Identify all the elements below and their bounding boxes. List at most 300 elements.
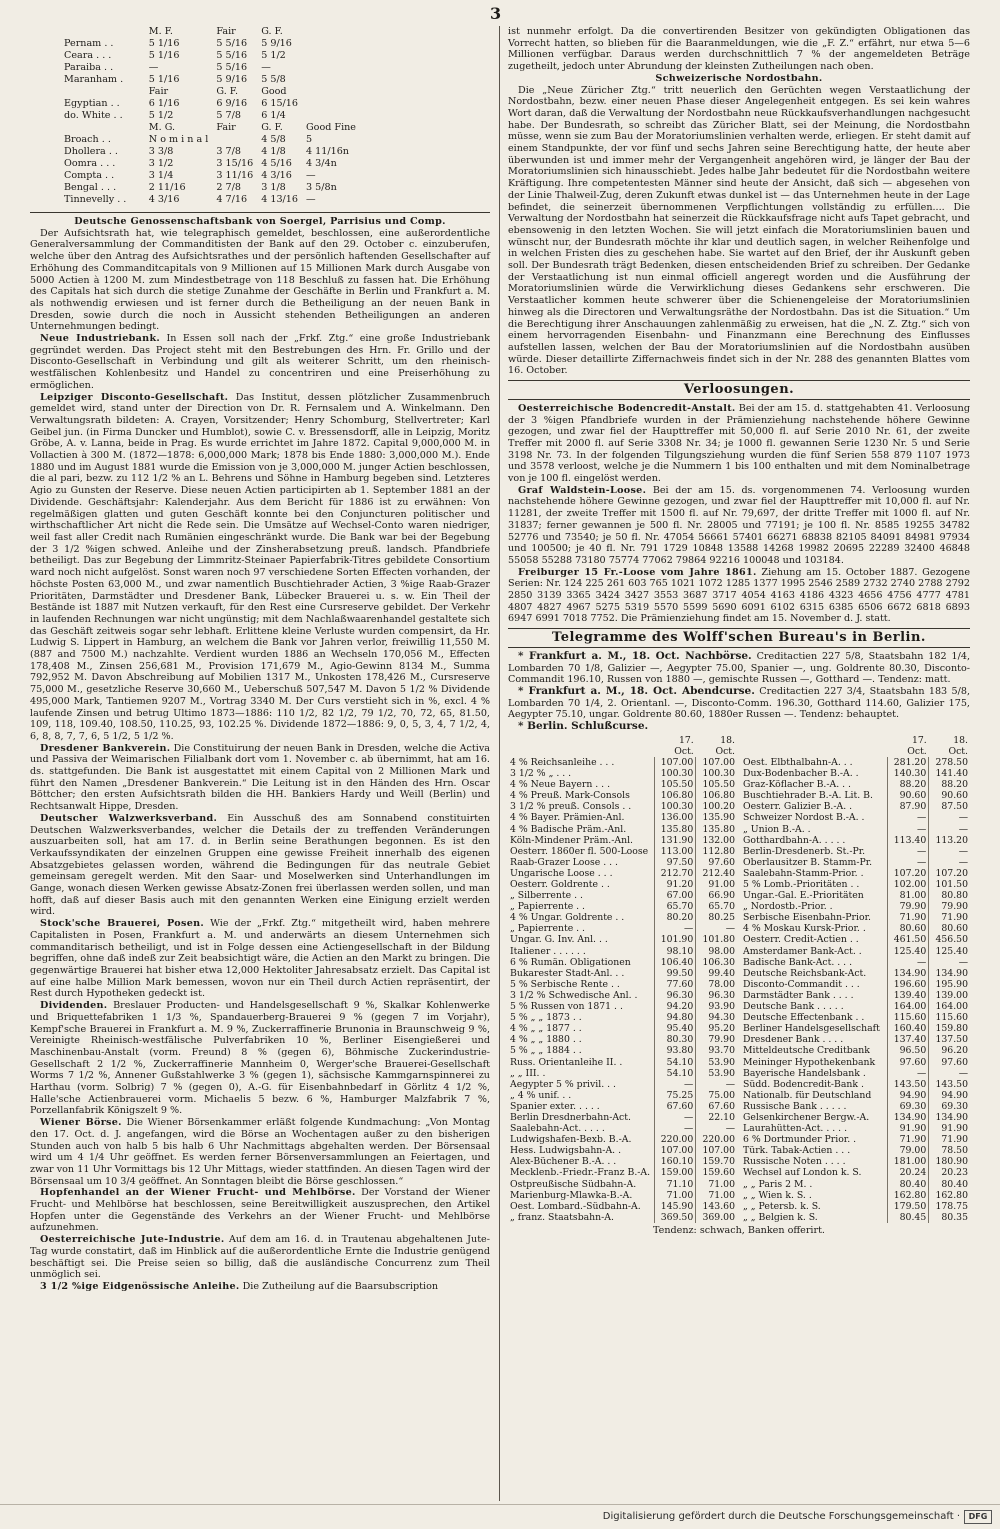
quote-value: 71.90: [888, 912, 929, 923]
cotton-cell: [302, 50, 360, 62]
article-text-leipziger: Das Institut, dessen plötzlicher Zusammenbruch gemeldet wird, stand unter der Direction von Dr. R. Fernsalem und A. Winkelmann. Den Verwaltungsrath bildeten: A. Crayen, Vorsitzender; Henry Schomburg, Stellvertreter; Karl Geibel jun. (in Firma Duncker und Humblot), sowie C. v. Bressensdorff, alle in Leipzig, Moritz Gröbe, A. v. Lanna, beide in Prag. Es wurde errichtet im Jahre 1872. Capital 9,000,000 M. in Vollactien à 300 M. (1872—1878: 6,000,000 Mark; 1878 bis Ende 1880: 3,000,000 M.). Ende 1880 und im August 1881 wurde die Emission von je 3,000,000 M. junger Actien beschlossen, die al pari, bezw. zu 112 1/2 % an L. Behrens und Söhne in Hamburg begeben sind. Letzteres Agio zu Gunsten der Reserve. Diese neuen Actien participirten ab 1. September 1881 an der Dividende. Geschäftsjahr: Kalenderjahr. Aus dem Bericht für 1886 ist zu erwähnen: Von regelmäßigen glatten und guten Geschäft konnte bei den Conjuncturen politischer und wirthschaftlicher Art nicht die Rede sein. Die Umsätze auf Wechsel-Conto waren niedriger, weil fast aller Credit nach Rumänien eingeschränkt wurde. Die Bank war bei der Begebung der 3 1/2 %igen schwed. Anleihe und der Zinsherabsetzung preuß. landsch. Pfandbriefe betheiligt. Das zur Begebung der Limmritz-Steinaer Papierfabrik-Titres gebildete Consortium ward noch nicht aufgelöst. Sonst waren noch 97 verschiedene Sorten Effecten vorhanden, der höchste Posten 63,000 M., und zwar namentlich Buschtiehrader Actien, 3 %ige Raab-Grazer Prioritäten, Darmstädter und Dresdener Bank, Lübecker Brauerei u. s. w. Ein Theil der Bestände ist 1887 mit Nutzen verkauft, für den Rest eine Cursreserve gebildet. Der Verkehr in laufenden Rechnungen war nicht ungünstig; mit dem Nachlaßwaarenhandel gestaltete sich das Geschäft zeitweis sogar sehr lebhaft. Erlittene kleine Verluste wurden compensirt, da Hr. Ludwig S. Lippert in Hamburg, an welchem die Bank vor Jahren verlor, freiwillig 11,550 M. (887 and 7500 M.) nachzahlte. Verdient wurden 1886 an Wechseln 170,056 M., Effecten 178,408 M., Zinsen 256,681 M., Provision 171,679 M., Agio-Gewinn 8134 M., Summa 792,952 M. Davon Abschreibung auf Mobilien 1317 M., Unkosten 178,426 M., Cursreserve 75,000 M., gesetzliche Reserve 30,660 M., Ueberschuß 507,547 M. Davon 5 1/2 % Dividende 495,000 Mark, Tantiemen 9207 M., Vortrag 3340 M. Der Curs verstieht sich in %, excl. 4 % laufende Zinsen und betrug Ultimo 1873—1886: 110 1/2, 82 1/2, 79 1/2, 70, 72, 65, 81.50, 109, 118, 109.40, 108.50, 110.25, 93, 102.25 %. Dividende 1872—1886: 9, 0, 5, 3, 4, 7 1/2, 4, 6, 8, 8, 7, 7, 6, 5 1/2, 5 1/2 %.: [30, 391, 490, 742]
quote-name: Berlin Dresdnerbahn-Act.: [510, 1111, 631, 1123]
cotton-cell: Egyptian . .: [64, 98, 120, 110]
quote-value: 71.00: [655, 1190, 696, 1201]
cotton-cell: Good: [261, 86, 287, 98]
quote-value: 162.80: [929, 1190, 970, 1201]
cotton-row: [60, 134, 360, 146]
quote-value: 91.00: [696, 879, 737, 890]
quote-value: 105.50: [696, 779, 737, 790]
quotes-row: [508, 790, 737, 801]
cotton-cell: [60, 122, 145, 134]
quote-value: 113.40: [888, 835, 929, 846]
quotes-row: [508, 1001, 737, 1012]
quote-value: 66.90: [696, 890, 737, 901]
quote-value: 160.40: [888, 1023, 929, 1034]
article-hopfen: [30, 1187, 490, 1234]
quote-value: 79.90: [929, 901, 970, 912]
quote-value: 135.80: [696, 824, 737, 835]
quotes-row: [741, 779, 970, 790]
quote-value: 134.90: [888, 968, 929, 979]
cotton-cell: 3 15/16: [216, 158, 254, 170]
cotton-cell: 4 11/16n: [306, 146, 349, 158]
quote-value: 93.70: [696, 1045, 737, 1056]
quotes-row: [508, 1090, 737, 1101]
quotes-row: [741, 1057, 970, 1068]
quotes-row: [741, 1045, 970, 1056]
quote-value: 80.40: [929, 1179, 970, 1190]
quote-value: 135.80: [655, 824, 696, 835]
article-waldstein: [508, 485, 970, 567]
quotes-row: [508, 1179, 737, 1190]
quote-value: 115.60: [888, 1012, 929, 1023]
quote-value: 461.50: [888, 934, 929, 945]
quote-value: 101.90: [655, 934, 696, 945]
cotton-row: [60, 86, 360, 98]
quote-name: 4 % Preuß. Mark-Consols: [510, 790, 630, 802]
cotton-cell: 5 9/16: [216, 74, 248, 86]
quote-name: Ungar. G. Inv. Anl. . .: [510, 934, 608, 946]
quote-name: Ungar.-Gal. E.-Prioritäten: [743, 890, 864, 902]
quote-value: 93.80: [655, 1045, 696, 1056]
quotes-row: [741, 934, 970, 945]
quotes-header-row: [741, 735, 970, 757]
quotes-row: [508, 1068, 737, 1079]
quote-value: 112.80: [696, 846, 737, 857]
quote-value: 65.70: [696, 901, 737, 912]
article-freiburger: [508, 567, 970, 626]
quote-value: 100.30: [655, 768, 696, 779]
article-title-stock: Stock'sche Brauerei, Posen.: [40, 918, 205, 930]
cotton-cell: 4 7/16: [216, 194, 248, 206]
article-title-genossenschaftsbank: Deutsche Genossenschaftsbank von Soergel, Parrisius und Comp.: [74, 216, 446, 227]
quote-name: Bayerische Handelsbank .: [743, 1067, 866, 1079]
cotton-cell: 4 3/16: [148, 194, 180, 206]
cotton-cell: Bengal . . .: [64, 182, 117, 194]
quote-value: —: [888, 812, 929, 823]
quote-value: 53.90: [696, 1057, 737, 1068]
cotton-cell: —: [148, 62, 159, 74]
quote-name: Dresdener Bank . . . .: [743, 1034, 844, 1046]
article-text-dresdner: Die Constituirung der neuen Bank in Dresden, welche die Activa und Passiva der Weimarischen Filialbank dort vom 1. November c. ab übernimmt, hat am 16. ds. stattgefunden. Die Bank ist ausgestattet mit einem Capital von 2 Millionen Mark und führt den Namen „Dresdener Bankverein.“ Die Leitung ist in den Händen des Hrn. Oscar Böttcher; den ersten Aufsichtsrath bilden die HH. Bankiers Hardy und Weill (Berlin) und Rechtsanwalt Hippe, Dresden.: [30, 742, 490, 813]
quote-value: 143.60: [696, 1201, 737, 1212]
quote-name: 5 % Serbische Rente . .: [510, 978, 620, 990]
quotes-row: [508, 1079, 737, 1090]
quote-name: Disconto-Commandit . . .: [743, 978, 860, 990]
quote-name: Russische Noten . . . .: [743, 1156, 846, 1168]
quote-value: 136.00: [655, 812, 696, 823]
article-text-waldstein: Bei der am 15. ds. vorgenommenen 74. Verloosung wurden nachstehende höhere Gewinne gezogen, und zwar fiel der Haupttreffer mit 10,000 fl. auf Nr. 11281, der zweite Treffer mit 1500 fl. auf Nr. 79,697, der dritte Treffer mit 1000 fl. auf Nr. 31837; ferner gewannen je 500 fl. Nr. 28005 und 77191; je 100 fl. Nr. 8585 19255 34782 52776 und 73540; je 50 fl. Nr. 47054 56661 57401 66271 68838 82105 84091 84981 97934 und 100500; je 40 fl. Nr. 791 1729 10848 13588 14268 19982 20695 22289 32400 46848 55058 55288 73180 75774 77062 79864 92216 100048 und 103184.: [508, 484, 970, 566]
quote-value: 54.10: [655, 1057, 696, 1068]
telegram-lead-frankfurt-nachboerse: * Frankfurt a. M., 18. Oct. Nachbörse.: [518, 649, 752, 662]
cotton-cell: —: [261, 62, 271, 74]
article-dresdner: [30, 743, 490, 813]
quotes-row: [508, 1112, 737, 1123]
quote-name: 4 % „ „ 1877 . .: [510, 1023, 582, 1035]
cotton-cell: M. F.: [148, 26, 173, 38]
quotes-row: [741, 812, 970, 823]
cotton-cell: 6 9/16: [216, 98, 248, 110]
quotes-row: [508, 890, 737, 901]
quotes-row: [508, 1045, 737, 1056]
quote-value: —: [696, 1079, 737, 1090]
quotes-row: [508, 1212, 737, 1223]
quote-value: 134.90: [929, 1112, 970, 1123]
quote-value: 140.30: [888, 768, 929, 779]
quote-value: 80.40: [888, 1179, 929, 1190]
quote-name: Spanier exter. . . . .: [510, 1100, 600, 1112]
quote-value: 80.30: [655, 1034, 696, 1045]
quote-value: 160.10: [655, 1156, 696, 1167]
quote-value: 53.90: [696, 1068, 737, 1079]
quotes-row: [741, 968, 970, 979]
quote-value: 178.75: [929, 1201, 970, 1212]
quote-value: 71.10: [655, 1179, 696, 1190]
quote-name: Saalebahn-Stamm-Prior. .: [743, 867, 864, 879]
quote-value: 162.80: [888, 1190, 929, 1201]
quote-value: —: [888, 857, 929, 868]
cotton-cell: Pernam . .: [64, 38, 114, 50]
quote-value: 107.00: [655, 1145, 696, 1156]
quote-value: 159.70: [696, 1156, 737, 1167]
quotes-row: [741, 1079, 970, 1090]
quote-value: 212.70: [655, 868, 696, 879]
quotes-row: [741, 901, 970, 912]
quote-value: 80.45: [888, 1212, 929, 1223]
quote-value: 90.60: [888, 790, 929, 801]
quotes-row: [508, 979, 737, 990]
cotton-cell: 5: [306, 134, 313, 146]
quote-value: 94.20: [655, 1001, 696, 1012]
quote-value: 97.60: [696, 857, 737, 868]
article-text-hopfen: Der Vorstand der Wiener Frucht- und Mehlbörse hat beschlossen, seine Bereitwilligkeit auszusprechen, den Artikel Hopfen unter die Gegenstände des Verkehrs an der Wiener Frucht- und Mehlbörse aufzunehmen.: [30, 1187, 490, 1234]
quotes-row: [741, 868, 970, 879]
quotes-row: [741, 1156, 970, 1167]
cotton-row: [60, 62, 360, 74]
quotes-row: [508, 1167, 737, 1178]
cotton-cell: 3 7/8: [216, 146, 241, 158]
quote-name: „ Silberrente . .: [510, 890, 583, 902]
quote-value: 80.60: [929, 923, 970, 934]
quote-name: Serbische Eisenbahn-Prior.: [743, 912, 871, 924]
quote-value: 139.40: [888, 990, 929, 1001]
quote-name: Oesterr. 1860er fl. 500-Loose: [510, 845, 649, 857]
quote-value: 67.60: [696, 1101, 737, 1112]
quote-name: Badische Bank-Act. . . .: [743, 956, 853, 968]
quotes-header-cell: 17. Oct.: [674, 734, 694, 757]
quote-name: Südd. Bodencredit-Bank .: [743, 1078, 864, 1090]
quotes-row: [741, 1023, 970, 1034]
quotes-row: [508, 824, 737, 835]
quote-name: Raab-Grazer Loose . . .: [510, 856, 618, 868]
quote-name: „ „ Petersb. k. S.: [743, 1200, 821, 1212]
quote-value: 159.60: [696, 1167, 737, 1178]
cotton-cell: Fair: [148, 86, 169, 98]
cotton-row: [60, 122, 360, 134]
quote-value: 87.50: [929, 801, 970, 812]
quotes-row: [508, 1190, 737, 1201]
cotton-cell: 5 5/16: [216, 38, 248, 50]
quotes-row: [508, 1145, 737, 1156]
article-title-eidgenossische: 3 1/2 %ige Eidgenössische Anleihe.: [40, 1280, 240, 1292]
cotton-cell: 6 15/16: [261, 98, 298, 110]
quote-value: 98.00: [696, 946, 737, 957]
quote-value: —: [929, 812, 970, 823]
quotes-row: [508, 968, 737, 979]
cotton-cell: 4 5/16: [261, 158, 292, 170]
quotes-row: [741, 990, 970, 1001]
article-text-freiburger: Ziehung am 15. October 1887. Gezogene Serien: Nr. 124 225 261 603 765 1021 1072 1285 1377 1995 2546 2589 2732 2740 2788 2792 2850 3139 3365 3424 3427 3553 3687 3717 4054 4163 4186 4323 4656 4756 4777 4781 4807 4827 4967 5275 5319 5570 5599 5690 6091 6102 6315 6385 6506 6672 6818 6893 6947 6991 7018 7752. Die Prämienziehung findet am 15. November d. J. statt.: [508, 566, 971, 625]
quotes-row: [741, 1123, 970, 1134]
cotton-cell: Dhollera . .: [64, 146, 118, 158]
article-title-bodencredit: Oesterreichische Bodencredit-Anstalt.: [518, 402, 736, 414]
quote-value: 69.30: [888, 1101, 929, 1112]
quotes-row: [741, 1068, 970, 1079]
quote-name: 3 1/2 % „ . . .: [510, 768, 572, 780]
cotton-cell: 5 1/2: [148, 110, 174, 122]
quotes-row: [508, 801, 737, 812]
quote-value: 97.50: [655, 857, 696, 868]
quote-value: —: [655, 1079, 696, 1090]
quote-value: 78.00: [696, 979, 737, 990]
quote-value: —: [655, 923, 696, 934]
quote-value: 22.10: [696, 1112, 737, 1123]
cotton-cell: G. F.: [261, 122, 283, 134]
quotes-row: [741, 1179, 970, 1190]
quote-name: Oberlausitzer B. Stamm-Pr.: [743, 856, 873, 868]
quote-name: 4 % Bayer. Prämien-Anl.: [510, 812, 625, 824]
quote-name: 4 % Reichsanleihe . . .: [510, 756, 615, 768]
quotes-row: [741, 857, 970, 868]
quote-value: 91.90: [929, 1123, 970, 1134]
divider: [30, 212, 490, 213]
quotes-header-cell: 18. Oct.: [715, 734, 735, 757]
quote-value: 134.90: [888, 1112, 929, 1123]
cotton-cell: 2 11/16: [148, 182, 186, 194]
article-wiener: [30, 1117, 490, 1187]
quote-value: —: [655, 1123, 696, 1134]
quote-value: 164.00: [888, 1001, 929, 1012]
quotes-row: [508, 857, 737, 868]
quote-value: 96.50: [888, 1045, 929, 1056]
article-title-dividenden: Dividenden.: [40, 1000, 108, 1012]
quote-value: 80.60: [888, 923, 929, 934]
quotes-row: [741, 768, 970, 779]
quote-name: Oest. Lombard.-Südbahn-A.: [510, 1200, 641, 1212]
cotton-cell: 4 3/16: [261, 170, 292, 182]
cotton-cell: Maranham .: [64, 74, 124, 86]
quotes-row: [508, 1057, 737, 1068]
section-title-telegramme: Telegramme des Wolff'schen Bureau's in Berlin.: [508, 628, 970, 648]
article-eidgenossische: [30, 1281, 490, 1293]
quote-value: 102.00: [888, 879, 929, 890]
quote-value: 107.00: [655, 757, 696, 768]
dfg-logo-icon: DFG: [964, 1510, 992, 1524]
cotton-cell: 5 1/2: [261, 50, 286, 62]
section-title-verloosungen: Verloosungen.: [508, 380, 970, 400]
quote-value: 107.00: [696, 757, 737, 768]
quote-name: Berliner Handelsgesellschaft: [743, 1023, 880, 1035]
quote-value: 94.80: [655, 1012, 696, 1023]
quotes-row: [508, 957, 737, 968]
article-text-nordostbahn: Die „Neue Züricher Ztg.“ tritt neuerlich den Gerüchten wegen Verstaatlichung der Nordostbahn, bezw. einer neuen Phase dieser Angelegenheit entgegen. Es sei kein wahres Wort daran, daß die Verwaltung der Nordostbahn neue Rückkaufsverhandlungen nachgesucht habe. Der Bundesrath, so schreibt das Züricher Blatt, sei der Meinung, die Nordostbahn müsse, wenn sie zum Bau der Moratoriumslinien verhalten werde, erliegen. Er steht damit auf einem Standpunkte, der vor fünf und sechs Jahren seine Berechtigung hatte, der heute aber überwunden ist und immer mehr der Vergangenheit angehören wird, je länger der Bau der Moratoriumslinien sich hinausschiebt. Jedes halbe Jahr bedeutet für die Nordostbahn weitere Kräftigung. Ihre competentesten Männer sind heute der Ansicht, daß sich — abgesehen von der Linie Thalweil-Zug, deren Zukunft etwas dunkel ist — das Unternehmen heute in der Lage befindet, die seinerzeit übernommenen Verpflichtungen vollständig zu erfüllen.... Die Verwaltung der Nordostbahn hat seinerzeit die Rückkaufsfrage nicht aufs Tapet gebracht, und ebensowenig in den letzten Wochen. Sie will jetzt einfach die Moratoriumslinien bauen und wünscht nur, der Bundesrath möchte ihr klar und deutlich sagen, in welcher Reihenfolge und in welchen Fristen dies zu geschehen habe. Sie wartet auf den Brief, der ihr Auskunft geben soll. Der Bundesrath trägt Bedenken, diesen entscheidenden Brief zu schreiben. Der Gedanke der Verstaatlichung ist nun einmal officiell angeregt worden und die Ausführung der Moratoriumslinien würde die Verwirklichung dieses Gedankens sehr erschweren. Die Verstaatlicher kommen heute schwerer über die Schienengeleise der Moratoriumslinien hinweg als die Directoren und Verwaltungsräthe der Nordostbahn. Das ist die Situation.“ Um die Berechtigung ihrer Anschauungen zahlenmäßig zu erweisen, hat die „N. Z. Ztg.“ sich von einem hervorragenden Eisenbahn- und Finanzmann eine Berechnung des Einflusses aufstellen lassen, welchen der Bau der Moratoriumslinien auf die Nordostbahn ausüben würde. Dieser detaillirte Ziffernachweis findet sich in der Nr. 288 des genannten Blattes vom 16. October.: [508, 84, 970, 377]
quote-value: 81.00: [888, 890, 929, 901]
quote-value: 91.20: [655, 879, 696, 890]
quotes-row: [508, 1123, 737, 1134]
cotton-cell: —: [306, 194, 316, 206]
quotes-header-cell: [508, 735, 655, 757]
cotton-row: [60, 110, 360, 122]
quotes-row: [741, 1112, 970, 1123]
cotton-cell: Tinnevelly . .: [64, 194, 127, 206]
cotton-cell: 3 1/2: [148, 158, 174, 170]
article-title-wiener: Wiener Börse.: [40, 1117, 122, 1129]
cotton-cell: do. White . .: [64, 110, 123, 122]
quote-value: 93.90: [696, 1001, 737, 1012]
quote-name: 3 1/2 % Schwedische Anl. .: [510, 989, 638, 1001]
quotes-row: [741, 946, 970, 957]
article-industriebank: [30, 333, 490, 392]
quote-value: 180.90: [929, 1156, 970, 1167]
quote-name: 4 % Badische Präm.-Anl.: [510, 823, 627, 835]
quotes-row: [508, 1156, 737, 1167]
cotton-row: [60, 38, 360, 50]
quote-value: 278.50: [929, 757, 970, 768]
quotes-row: [508, 768, 737, 779]
quote-value: —: [696, 1123, 737, 1134]
cotton-cell: 3 1/4: [148, 170, 174, 182]
quote-value: 98.10: [655, 946, 696, 957]
quotes-row: [508, 868, 737, 879]
article-text-eidgenossische: Die Zutheilung auf die Baarsubscription: [242, 1280, 439, 1292]
quote-value: —: [888, 1068, 929, 1079]
right-column: [508, 26, 970, 1237]
quotes-row: [508, 1034, 737, 1045]
quote-value: 196.60: [888, 979, 929, 990]
cotton-cell: G. F.: [261, 26, 283, 38]
quote-value: 99.50: [655, 968, 696, 979]
cotton-cell: 5 9/16: [261, 38, 292, 50]
quotes-row: [508, 1134, 737, 1145]
article-text-stock: Wie der „Frkf. Ztg.“ mitgetheilt wird, haben mehrere Capitalisten in Posen, Frankfurt a. M. und anderwärts an diesem Unternehmen sich commanditarisch betheiligt, und ist in Folge dessen eine Actiengesellschaft in der Bildung begriffen, ohne daß indeß zur Zeit beabsichtigt wäre, die Actien an den Markt zu bringen. Die gegenwärtige Brauerei hat bisher etwa 12,000 Hektoliter Jahresabsatz erzielt. Das Capital ist auf eine halbe Million Mark bemessen, wovon nur ein Theil durch Actien repräsentirt, der Rest durch Hypotheken gedeckt ist.: [30, 918, 490, 1000]
cotton-cell: [302, 86, 360, 98]
quotes-row: [741, 835, 970, 846]
cotton-cell: 4 3/4n: [306, 158, 337, 170]
cotton-cell: 6 1/4: [261, 110, 286, 122]
footer: [0, 1504, 1000, 1529]
quote-name: „ „ Wien k. S. .: [743, 1189, 812, 1201]
quotes-row: [508, 934, 737, 945]
quote-name: 5 % Russen von 1871 . .: [510, 1001, 623, 1013]
quote-value: 106.40: [655, 957, 696, 968]
article-text-walzwerk: Ein Ausschuß des am Sonnabend constituirten Deutschen Walzwerksverbandes, welcher die Details der zu treffenden Veränderungen auszuarbeiten soll, hat am 17. d. in Berlin seine Berathungen begonnen. Es ist den Verkaufssyndikaten der einzelnen Gruppen eine gewisse Freiheit innerhalb des eigenen Absatzgebietes gelassen worden, während die Bedingungen für das neutrale Gebiet gemeinsam geregelt werden. Mit den Saar- und Moselwerken sind Unterhandlungen im Gange, wonach diesen Werken gewisse Absatz-Zonen frei überlassen werden sollen, und man hofft, daß auf dieser Basis auch mit den genannten Werken eine Einigung erzielt werden wird.: [30, 812, 490, 918]
quote-value: 97.60: [888, 1057, 929, 1068]
quote-value: 20.23: [929, 1167, 970, 1178]
quote-name: 5 % „ „ 1884 . .: [510, 1045, 582, 1057]
quotes-row: [508, 946, 737, 957]
article-title-walzwerk: Deutscher Walzwerksverband.: [40, 812, 218, 824]
quotes-row: [741, 1001, 970, 1012]
quotes-header-cell: 17. Oct.: [907, 734, 927, 757]
cotton-cell: Compta . .: [64, 170, 115, 182]
quotes-row: [508, 990, 737, 1001]
quote-name: „ „ III. .: [510, 1067, 546, 1079]
quotes-row: [741, 957, 970, 968]
quote-value: 141.40: [929, 768, 970, 779]
cotton-cell: 3 5/8n: [306, 182, 337, 194]
quote-value: 106.30: [696, 957, 737, 968]
quote-value: 80.80: [929, 890, 970, 901]
quote-name: „ „ Paris 2 M. .: [743, 1178, 813, 1190]
quote-value: —: [655, 1112, 696, 1123]
article-title-leipziger: Leipziger Disconto-Gesellschaft.: [40, 391, 229, 403]
quote-name: Berlin-Dresdenerb. St.-Pr.: [743, 845, 866, 857]
quote-value: 143.50: [929, 1079, 970, 1090]
cotton-row: [60, 194, 360, 206]
quote-name: Dux-Bodenbacher B.-A. .: [743, 768, 859, 780]
quote-value: —: [888, 824, 929, 835]
telegram-text-frankfurt-abendcurse: Creditactien 227 3/4, Staatsbahn 183 5/8, Lombarden 70 1/4, 2. Orientanl. —, Disconto-Comm. 196.30, Gotthard 114.60, Galizier 175, Aegypter 75.10, ungar. Goldrente 80.60, 1880er Russen —. Tendenz: behauptet.: [508, 685, 970, 721]
cotton-cell: 5 1/16: [148, 38, 180, 50]
quote-value: 106.80: [655, 790, 696, 801]
quote-name: 4 % Ungar. Goldrente . .: [510, 912, 625, 924]
quotes-row: [741, 890, 970, 901]
quote-value: 87.90: [888, 801, 929, 812]
cotton-cell: 5 5/16: [216, 50, 248, 62]
quote-name: „ 4 % unif. . .: [510, 1089, 572, 1101]
quote-name: Deutsche Bank . . . . .: [743, 1001, 844, 1013]
cotton-cell: 5 1/16: [148, 74, 180, 86]
quote-value: 107.20: [888, 868, 929, 879]
quotes-header-cell: [741, 735, 888, 757]
quote-value: 88.20: [888, 779, 929, 790]
article-jute: [30, 1234, 490, 1281]
quotes-header-row: [508, 735, 737, 757]
quote-value: —: [696, 923, 737, 934]
quote-value: 137.40: [888, 1034, 929, 1045]
cotton-cell: Broach . .: [64, 134, 111, 146]
quote-name: 5 % Lomb.-Prioritäten . .: [743, 879, 860, 890]
quote-name: 6 % Dortmunder Prior. .: [743, 1134, 857, 1146]
quotes-row: [508, 812, 737, 823]
quote-value: 97.60: [929, 1057, 970, 1068]
quotes-row: [741, 824, 970, 835]
quote-name: Meininger Hypothekenbank: [743, 1056, 876, 1068]
cotton-cell: 4 1/8: [261, 146, 286, 158]
quote-value: 90.60: [929, 790, 970, 801]
quotes-row: [741, 846, 970, 857]
cotton-row: [60, 146, 360, 158]
page-number: 3: [490, 4, 502, 23]
quote-value: 137.50: [929, 1034, 970, 1045]
quote-value: —: [888, 957, 929, 968]
quote-name: 3 1/2 % preuß. Consols . .: [510, 801, 632, 813]
cotton-cell: 5 1/16: [148, 50, 180, 62]
cotton-cell: G. F.: [216, 86, 239, 98]
cotton-row: [60, 170, 360, 182]
quote-value: 164.00: [929, 1001, 970, 1012]
quote-value: 91.90: [888, 1123, 929, 1134]
quote-name: Alex-Büchener B.-A. . .: [510, 1156, 617, 1168]
article-title-freiburger: Freiburger 15 Fr.-Loose vom Jahre 1861.: [518, 566, 757, 578]
telegram-berlin: [508, 721, 970, 733]
quote-value: —: [929, 957, 970, 968]
article-text-industriebank: In Essen soll nach der „Frkf. Ztg.“ eine große Industriebank gegründet werden. Das Project steht mit den Bestrebungen des Hrn. Fr. Grillo und der Disconto-Gesellschaft in Verbindung und gilt als weiterer Schritt, um den rheinisch-westfälischen Kohlenbesitz und Handel zu concentriren und eine Preiserhöhung zu ermöglichen.: [30, 333, 490, 391]
cotton-cell: N o m i n a l: [148, 134, 209, 146]
quotes-row: [741, 790, 970, 801]
quote-value: 78.50: [929, 1145, 970, 1156]
quote-value: 79.00: [888, 1145, 929, 1156]
